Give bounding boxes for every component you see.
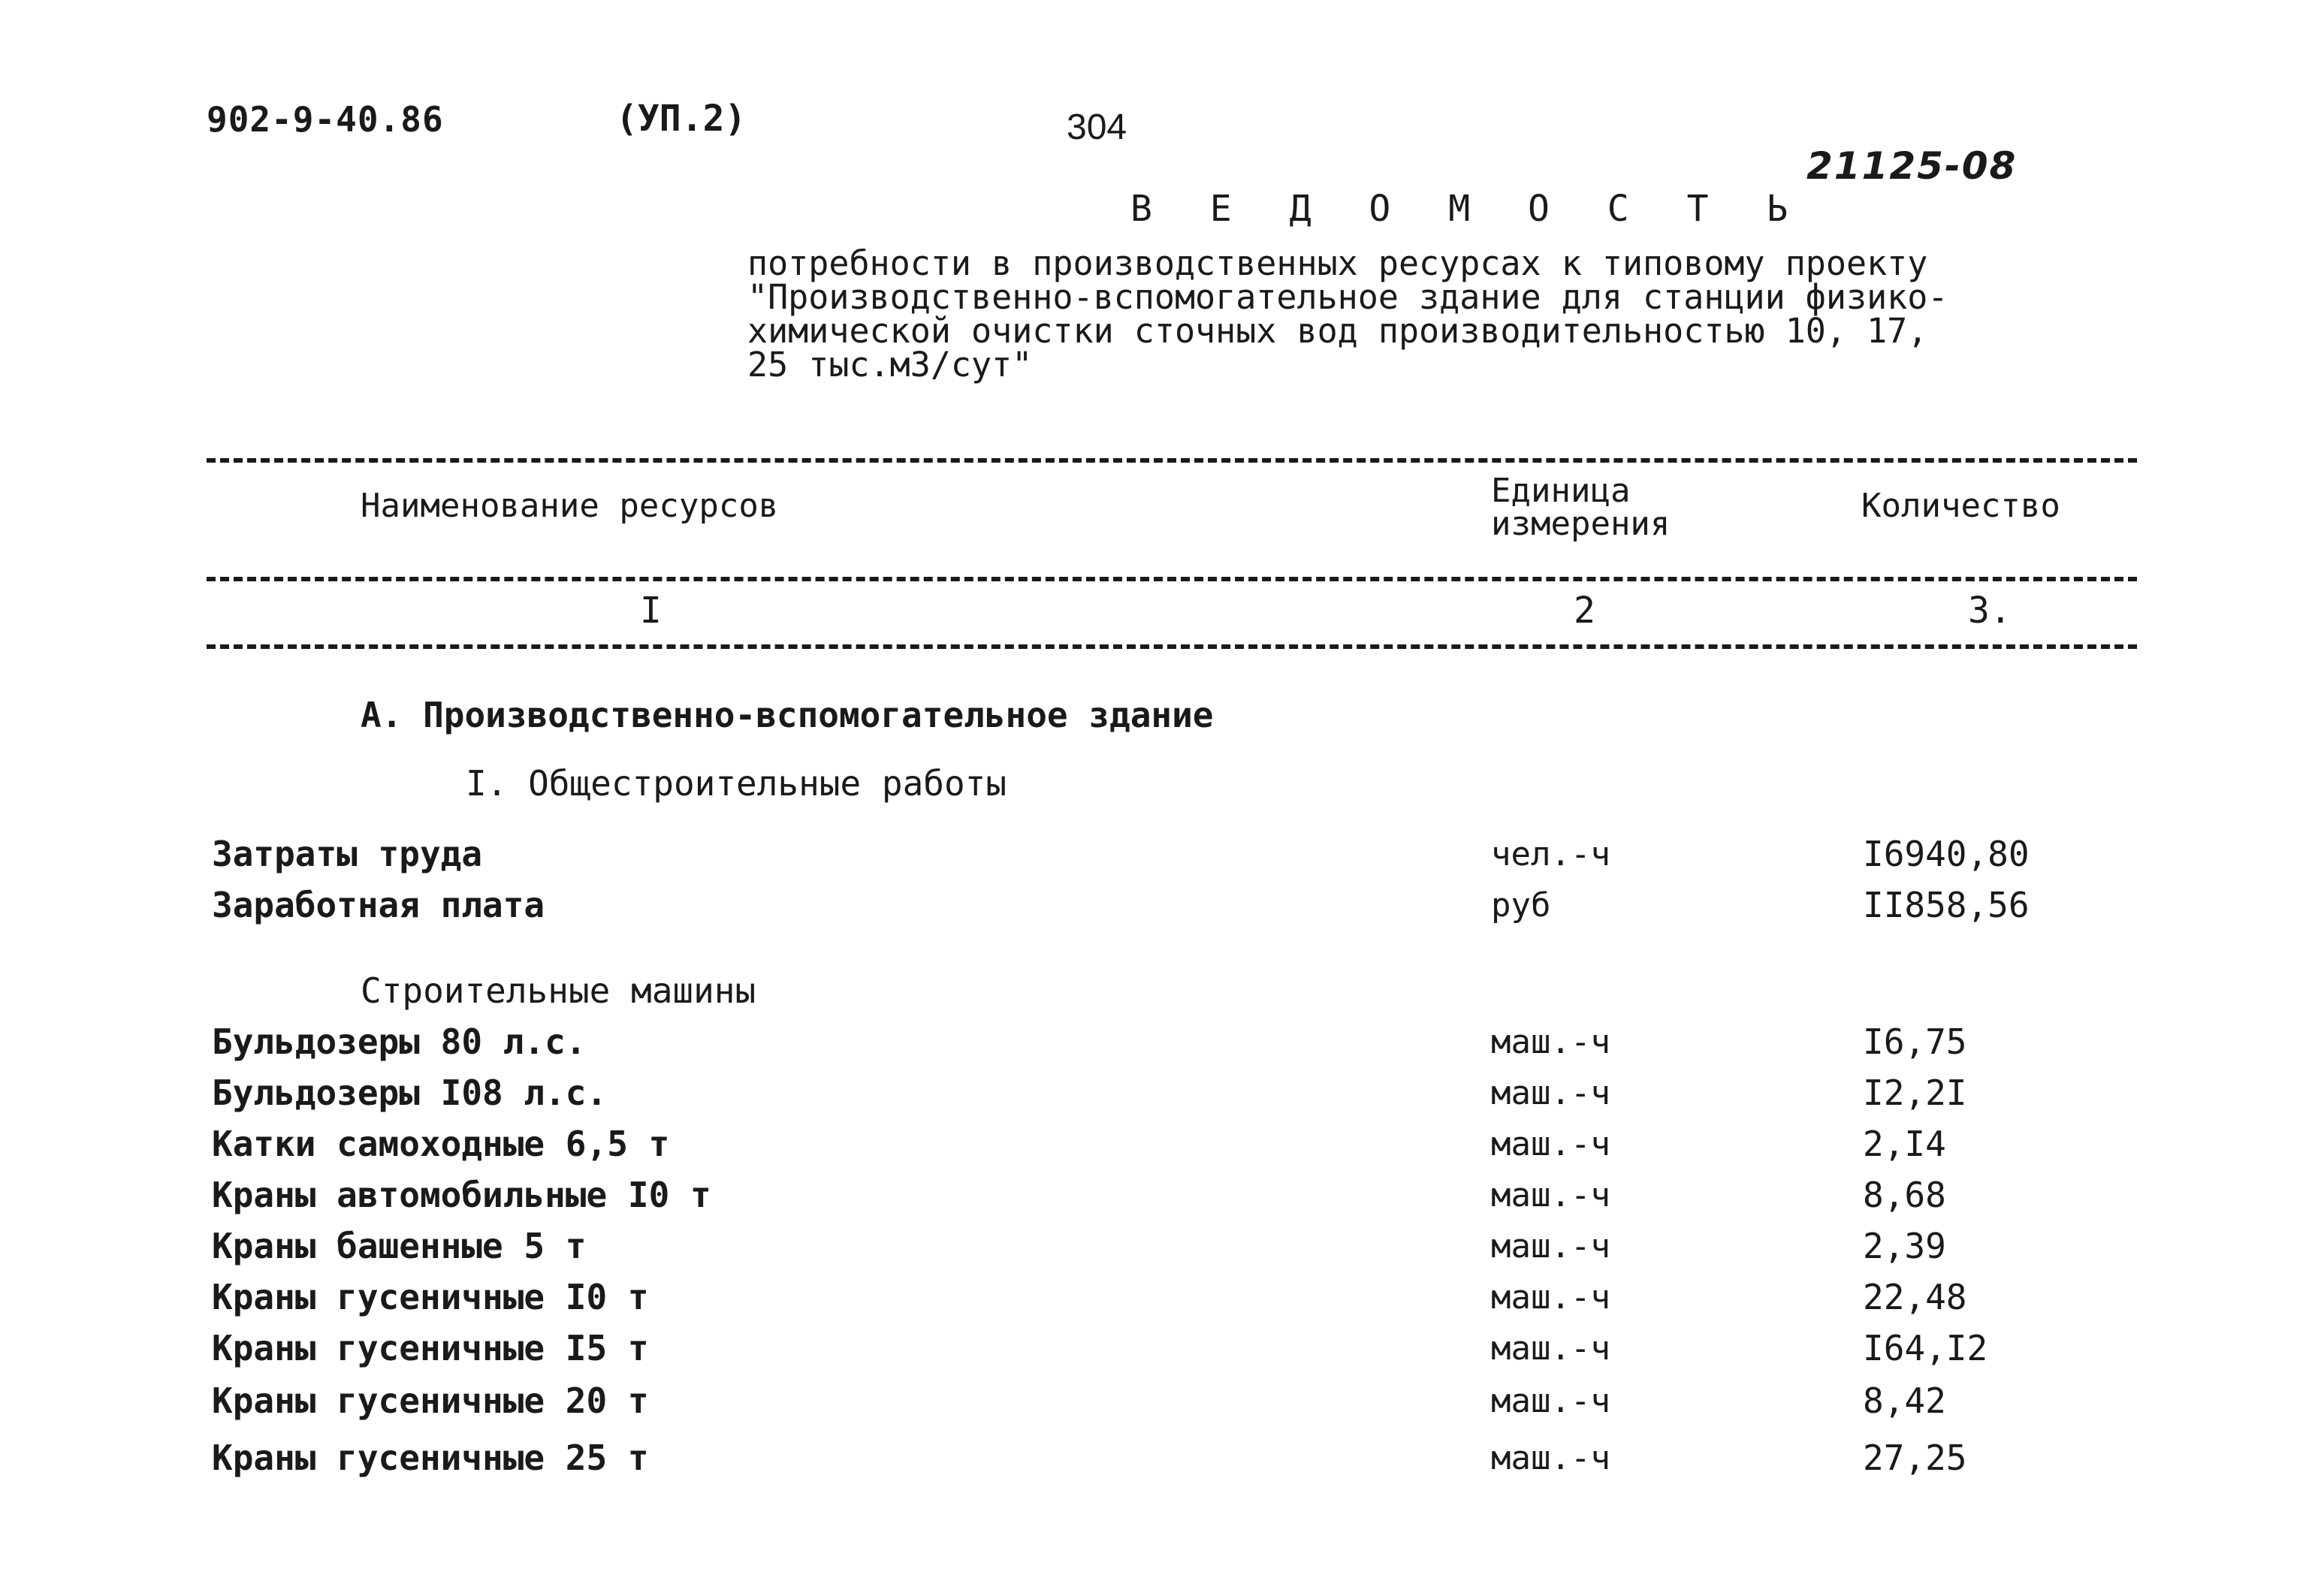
row-name-machine: Бульдозеры 80 л.с. bbox=[212, 1021, 587, 1062]
row-name-machine: Катки самоходные 6,5 т bbox=[212, 1124, 670, 1164]
row-name-machine: Бульдозеры I08 л.с. bbox=[212, 1073, 608, 1113]
column-header-quantity: Количество bbox=[1861, 487, 2060, 525]
table-top-rule bbox=[207, 458, 2137, 463]
row-name-labor-cost: Затраты труда bbox=[212, 834, 483, 874]
row-name-machine: Краны гусеничные 25 т bbox=[212, 1438, 649, 1478]
row-qty-machine: 22,48 bbox=[1863, 1277, 1967, 1317]
row-qty-machine: I64,I2 bbox=[1863, 1328, 1988, 1368]
section-heading-a: А. Производственно-вспомогательное здание bbox=[361, 695, 1214, 735]
row-qty-machine: 27,25 bbox=[1863, 1438, 1967, 1478]
table-numbers-rule bbox=[207, 644, 2137, 649]
column-number-2: 2 bbox=[1574, 590, 1595, 632]
row-unit-machine: маш.-ч bbox=[1491, 1382, 1610, 1420]
table-header-rule bbox=[207, 577, 2137, 581]
row-unit-wages: руб bbox=[1491, 886, 1551, 925]
row-name-wages: Заработная плата bbox=[212, 885, 545, 925]
row-qty-machine: 2,39 bbox=[1863, 1226, 1946, 1266]
row-name-machine: Краны башенные 5 т bbox=[212, 1226, 587, 1266]
row-qty-wages: II858,56 bbox=[1863, 885, 2030, 925]
row-qty-labor-cost: I6940,80 bbox=[1863, 834, 2030, 874]
section-heading-1: I. Общестроительные работы bbox=[466, 763, 1007, 804]
row-unit-machine: маш.-ч bbox=[1491, 1125, 1610, 1163]
row-unit-machine: маш.-ч bbox=[1491, 1023, 1610, 1061]
row-unit-machine: маш.-ч bbox=[1491, 1329, 1610, 1368]
row-qty-machine: 2,I4 bbox=[1863, 1124, 1946, 1164]
album-number: (УП.2) bbox=[616, 98, 747, 140]
row-qty-machine: 8,68 bbox=[1863, 1175, 1946, 1215]
row-qty-machine: I2,2I bbox=[1863, 1073, 1967, 1113]
row-unit-machine: маш.-ч bbox=[1491, 1227, 1610, 1266]
page-number: 304 bbox=[1067, 107, 1127, 147]
document-code: 902-9-40.86 bbox=[207, 99, 444, 140]
row-unit-machine: маш.-ч bbox=[1491, 1176, 1610, 1214]
row-unit-labor-cost: чел.-ч bbox=[1491, 835, 1610, 873]
row-qty-machine: 8,42 bbox=[1863, 1380, 1946, 1421]
row-qty-machine: I6,75 bbox=[1863, 1021, 1967, 1062]
row-unit-machine: маш.-ч bbox=[1491, 1439, 1610, 1477]
row-name-machine: Краны гусеничные 20 т bbox=[212, 1380, 649, 1421]
column-header-unit: Единица измерения bbox=[1491, 472, 1671, 543]
row-name-machine: Краны гусеничные I0 т bbox=[212, 1277, 649, 1317]
row-unit-machine: маш.-ч bbox=[1491, 1074, 1610, 1112]
row-name-machine: Краны автомобильные I0 т bbox=[212, 1175, 711, 1215]
section-heading-machines: Строительные машины bbox=[361, 970, 756, 1011]
document-title: В Е Д О М О С Т Ь bbox=[1130, 188, 1806, 230]
row-name-machine: Краны гусеничные I5 т bbox=[212, 1328, 649, 1368]
inventory-stamp: 21125-08 bbox=[1806, 144, 2018, 188]
document-subtitle: потребности в производственных ресурсах к типовому проекту "Производственно-вспомогательное здание для станции физико- химической очистки сточных вод производительностью 10, 17, 25 тыс.м3/сут" bbox=[747, 243, 1948, 385]
column-number-1: I bbox=[640, 590, 662, 632]
row-unit-machine: маш.-ч bbox=[1491, 1278, 1610, 1317]
column-header-name: Наименование ресурсов bbox=[361, 487, 779, 525]
column-number-3: 3. bbox=[1968, 590, 2012, 632]
